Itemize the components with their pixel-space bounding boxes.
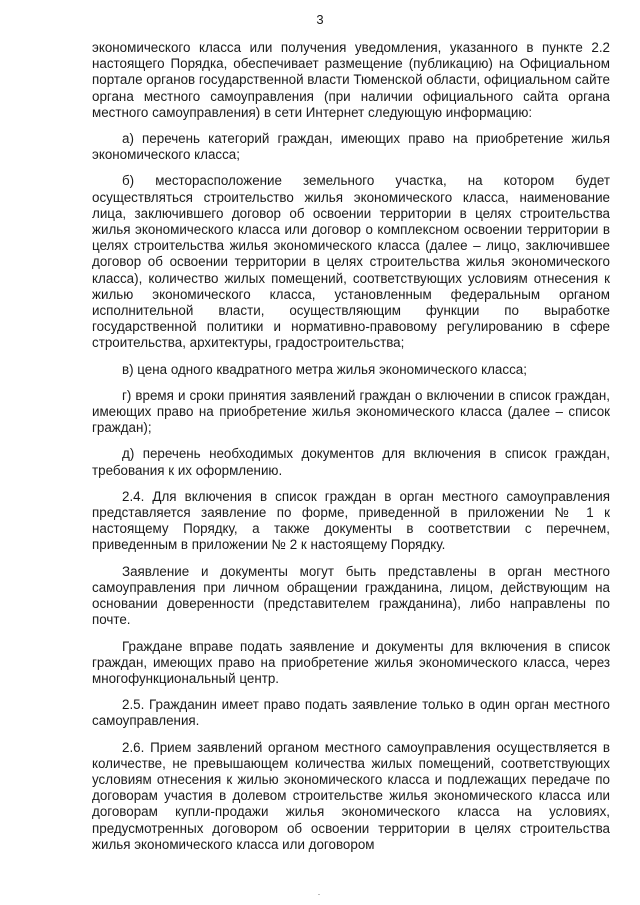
paragraph-2-5: 2.5. Гражданин имеет право подать заявление только в один орган местного самоуправления. (92, 697, 610, 729)
page-number: 3 (316, 12, 324, 27)
paragraph-2-6: 2.6. Прием заявлений органом местного самоуправления осуществляется в количестве, не превышающем количества жилых помещений, соответствующих условиям отнесения к жилью экономического класса и подлежащих передаче по договорам участия в долевом строительстве жилья экономического класса или договорам купли-продажи жилья экономического класса на условиях, предусмотренных договором об освоении территории в целях строительства жилья экономического класса или договором (92, 739, 610, 852)
paragraph-item-b: б) месторасположение земельного участка, на котором будет осуществляться строительство жилья экономического класса, наименование лица, заключившего договор об освоении территории в целях строительства жилья экономического класса или договор о комплексном освоении территории в целях строительства жилья экономического класса (далее – лицо, заключившее договор об освоении территории в целях строительства жилья экономического класса), количество жилых помещений, соответствующих условиям отнесения к жилью экономического класса, установленным федеральным органом исполнительной власти, осуществляющим функции по выработке государственной политики и нормативно-правовому регулированию в сфере строительства, архитектуры, градостроительства; (92, 173, 610, 351)
paragraph-2-4: 2.4. Для включения в список граждан в орган местного самоуправления представляется заявление по форме, приведенной в приложении № 1 к настоящему Порядку, а также документы в соответствии с перечнем, приведенным в приложении № 2 к настоящему Порядку. (92, 488, 610, 553)
scan-artifact (318, 894, 320, 895)
paragraph-item-g: г) время и сроки принятия заявлений граждан о включении в список граждан, имеющих право на приобретение жилья экономического класса (далее – список граждан); (92, 387, 610, 436)
document-body (92, 40, 610, 863)
paragraph-submission-methods: Заявление и документы могут быть представлены в орган местного самоуправления при личном обращении гражданина, лицом, действующим на основании доверенности (представителем гражданина), либо направлены по почте. (92, 563, 610, 628)
paragraph-mfc: Граждане вправе подать заявление и документы для включения в список граждан, имеющих право на приобретение жилья экономического класса, через многофункциональный центр. (92, 638, 610, 686)
paragraph-intro: экономического класса или получения уведомления, указанного в пункте 2.2 настоящего Порядка, обеспечивает размещение (публикацию) на Официальном портале органов государственной власти Тюменской области, официальном сайте органа местного самоуправления (при наличии официального сайта органа местного самоуправления) в сети Интернет следующую информацию: (92, 40, 610, 120)
paragraph-item-d: д) перечень необходимых документов для включения в список граждан, требования к их оформлению. (92, 446, 610, 478)
paragraph-item-v: в) цена одного квадратного метра жилья экономического класса; (122, 361, 527, 377)
paragraph-item-a: а) перечень категорий граждан, имеющих право на приобретение жилья экономического класса; (92, 131, 610, 163)
